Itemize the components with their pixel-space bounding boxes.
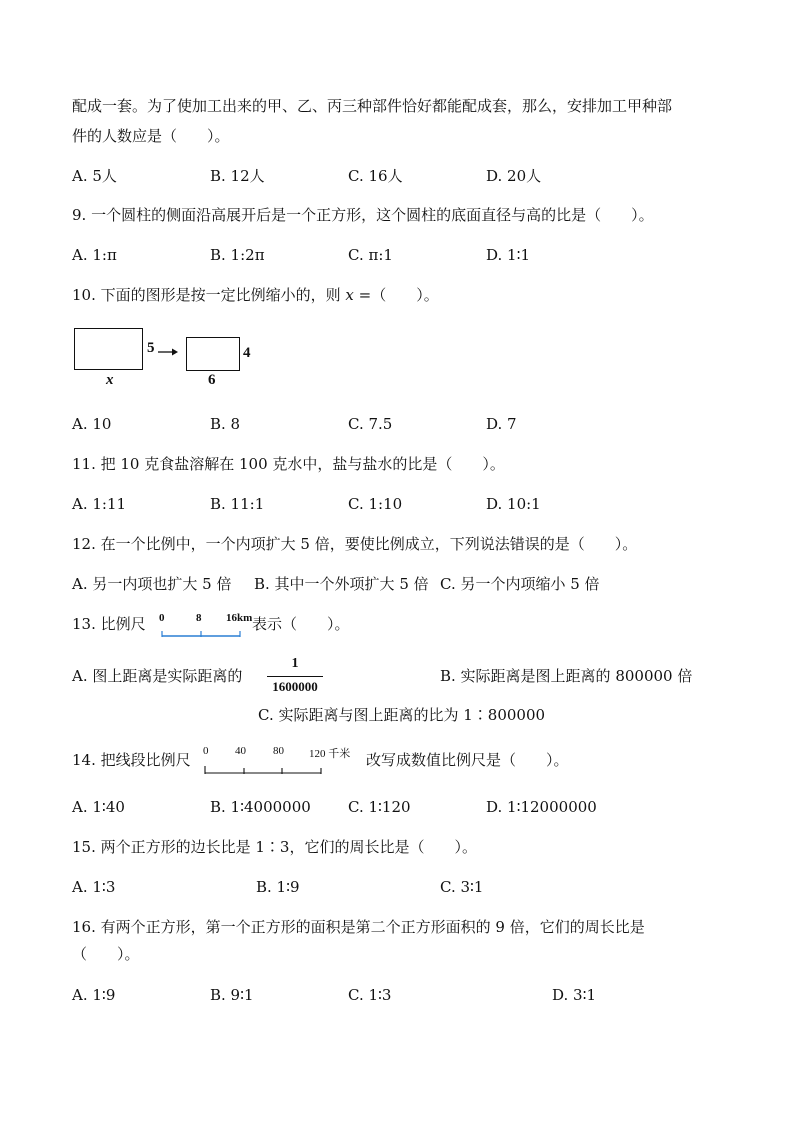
q10-option-d: D. 7 bbox=[486, 415, 517, 433]
q13-option-b: B. 实际距离是图上距离的 800000 倍 bbox=[440, 667, 693, 685]
q16-option-c: C. 1∶3 bbox=[348, 986, 392, 1004]
q11-option-a: A. 1:11 bbox=[72, 495, 127, 513]
q15-question: 15. 两个正方形的边长比是 1∶3，它们的周长比是（ ）。 bbox=[72, 838, 477, 856]
q14-scale-label-40: 40 bbox=[235, 745, 246, 757]
q14-scale-label-80: 80 bbox=[273, 745, 284, 757]
q14-scale-label-0: 0 bbox=[203, 745, 209, 757]
q12-option-c: C. 另一个内项缩小 5 倍 bbox=[440, 575, 600, 593]
q15-option-b: B. 1∶9 bbox=[256, 878, 300, 896]
q10-small-rect-right-label: 4 bbox=[243, 345, 251, 361]
q13-scale-label-16km: 16km bbox=[226, 612, 253, 624]
q10-large-rectangle bbox=[74, 328, 143, 370]
q13-option-c: C. 实际距离与图上距离的比为 1∶800000 bbox=[258, 706, 546, 724]
q10-small-rectangle bbox=[186, 337, 240, 371]
q13-option-a: A. 图上距离是实际距离的 bbox=[72, 667, 243, 685]
fraction-numerator: 1 bbox=[291, 656, 299, 671]
q12-option-a: A. 另一内项也扩大 5 倍 bbox=[72, 575, 232, 593]
q13-scale-label-8: 8 bbox=[196, 612, 202, 624]
q9-option-a: A. 1:π bbox=[72, 246, 117, 264]
q16-line2: （ ）。 bbox=[72, 945, 140, 963]
q10-small-rect-bottom-label: 6 bbox=[208, 372, 216, 388]
q13-scale-label-0: 0 bbox=[159, 612, 165, 624]
q10-text-after: =（ ）。 bbox=[353, 286, 439, 304]
fraction-denominator: 1600000 bbox=[272, 679, 318, 694]
q9-option-c: C. π:1 bbox=[348, 246, 393, 264]
q13-scale-line bbox=[161, 625, 241, 643]
q10-variable: x bbox=[345, 286, 354, 304]
q16-option-b: B. 9∶1 bbox=[210, 986, 254, 1004]
fraction-bar bbox=[267, 676, 323, 677]
q14-scale-label-120km: 120 千米 bbox=[309, 748, 351, 760]
q9-option-d: D. 1∶1 bbox=[486, 246, 531, 264]
q15-option-c: C. 3∶1 bbox=[440, 878, 484, 896]
q10-option-c: C. 7.5 bbox=[348, 415, 393, 433]
q11-option-b: B. 11:1 bbox=[210, 495, 265, 513]
q9-option-b: B. 1:2π bbox=[210, 246, 265, 264]
q8-option-d: D. 20人 bbox=[486, 167, 542, 185]
q16-line1: 16. 有两个正方形，第一个正方形的面积是第二个正方形面积的 9 倍，它们的周长比是 bbox=[72, 918, 645, 936]
q8-option-a: A. 5人 bbox=[72, 167, 117, 185]
q10-question bbox=[72, 285, 439, 305]
q16-option-d: D. 3∶1 bbox=[552, 986, 597, 1004]
q12-option-b: B. 其中一个外项扩大 5 倍 bbox=[254, 575, 429, 593]
q14-scale-line bbox=[204, 762, 324, 780]
q15-option-a: A. 1∶3 bbox=[72, 878, 116, 896]
q10-text-before: 10. 下面的图形是按一定比例缩小的，则 bbox=[72, 286, 346, 304]
q14-question-prefix: 14. 把线段比例尺 bbox=[72, 751, 191, 769]
q14-question-suffix: 改写成数值比例尺是（ ）。 bbox=[366, 751, 569, 769]
q8-line1: 配成一套。为了使加工出来的甲、乙、丙三种部件恰好都能配成套，那么，安排加工甲种部 bbox=[72, 97, 673, 115]
q8-option-c: C. 16人 bbox=[348, 167, 403, 185]
q9-question: 9. 一个圆柱的侧面沿高展开后是一个正方形，这个圆柱的底面直径与高的比是（ ）。 bbox=[72, 206, 654, 224]
arrow-right-icon bbox=[158, 343, 178, 361]
q14-option-c: C. 1∶120 bbox=[348, 798, 411, 816]
q8-line2: 件的人数应是（ ）。 bbox=[72, 127, 230, 145]
q11-option-c: C. 1:10 bbox=[348, 495, 403, 513]
q14-option-d: D. 1∶12000000 bbox=[486, 798, 597, 816]
q13-question-prefix: 13. 比例尺 bbox=[72, 615, 146, 633]
q13-question-suffix: 表示（ ）。 bbox=[252, 615, 350, 633]
q8-option-b: B. 12人 bbox=[210, 167, 265, 185]
q10-option-a: A. 10 bbox=[72, 415, 112, 433]
q14-option-a: A. 1∶40 bbox=[72, 798, 125, 816]
q11-question: 11. 把 10 克食盐溶解在 100 克水中，盐与盐水的比是（ ）。 bbox=[72, 455, 505, 473]
q10-option-b: B. 8 bbox=[210, 415, 241, 433]
q10-large-rect-bottom-label: x bbox=[106, 372, 114, 388]
q11-option-d: D. 10:1 bbox=[486, 495, 541, 513]
q16-option-a: A. 1∶9 bbox=[72, 986, 116, 1004]
q10-large-rect-right-label: 5 bbox=[147, 340, 155, 356]
q12-question: 12. 在一个比例中，一个内项扩大 5 倍，要使比例成立，下列说法错误的是（ ）。 bbox=[72, 535, 638, 553]
q14-option-b: B. 1∶4000000 bbox=[210, 798, 311, 816]
